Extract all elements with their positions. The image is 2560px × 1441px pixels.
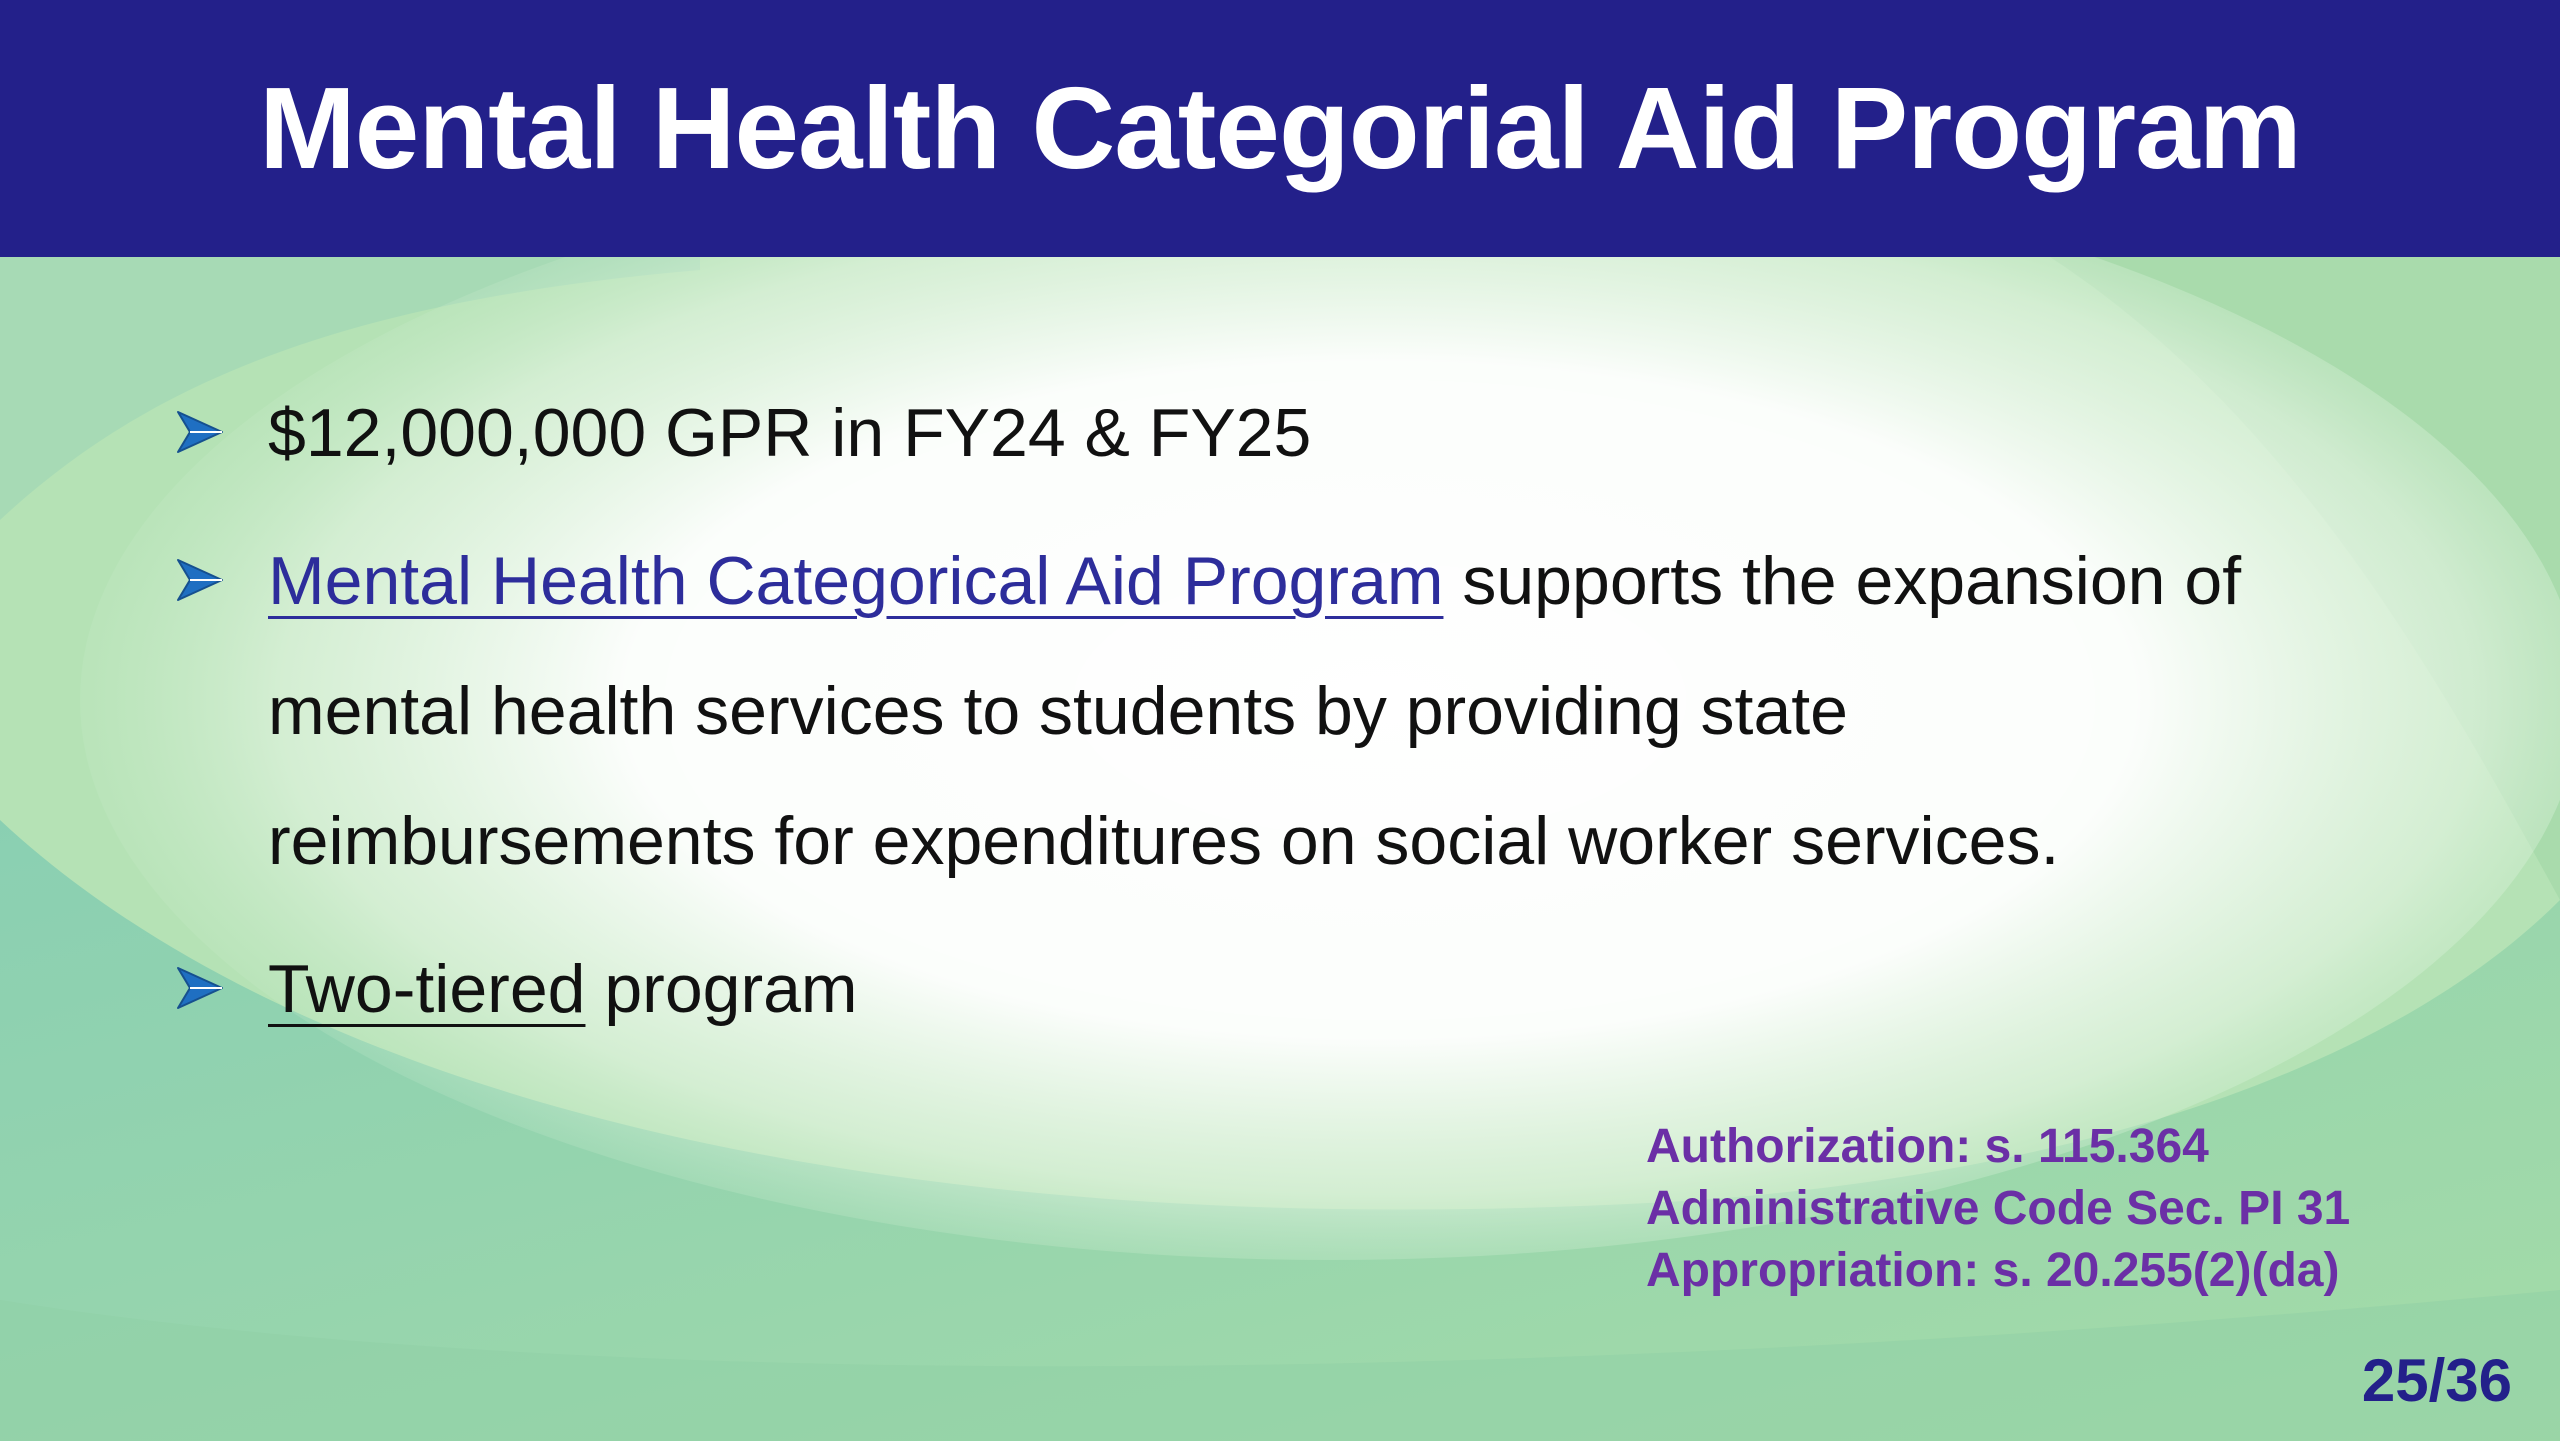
title-bar [0,0,2560,257]
program-link[interactable]: Mental Health Categorical Aid Program [268,543,1444,619]
slide-title: Mental Health Categorial Aid Program [259,63,2301,193]
page-number: 25/36 [2361,1347,2512,1414]
bullet-text: program [585,951,858,1027]
bullet-text: supports the expansion of mental health services to students by providing state reimbursements for expenditures on social worker services. [268,543,2242,879]
arrow-bullet-icon [174,962,226,1014]
appropriation-reference: Appropriation: s. 20.255(2)(da) [1646,1244,2340,1297]
bullet-text: $12,000,000 GPR in FY24 & FY25 [268,395,1312,471]
arrow-bullet-icon [174,554,226,606]
bullet-item-funding [172,368,2352,498]
arrow-bullet-icon [174,406,226,458]
bullet-item-tiers [172,924,2352,1054]
authorization-reference: Authorization: s. 115.364 [1646,1120,2209,1173]
underlined-text: Two-tiered [268,951,586,1027]
bullet-list [172,368,2352,1054]
statutory-references [1646,1116,2350,1302]
administrative-code-reference: Administrative Code Sec. PI 31 [1646,1182,2351,1235]
bullet-item-description [172,516,2352,906]
